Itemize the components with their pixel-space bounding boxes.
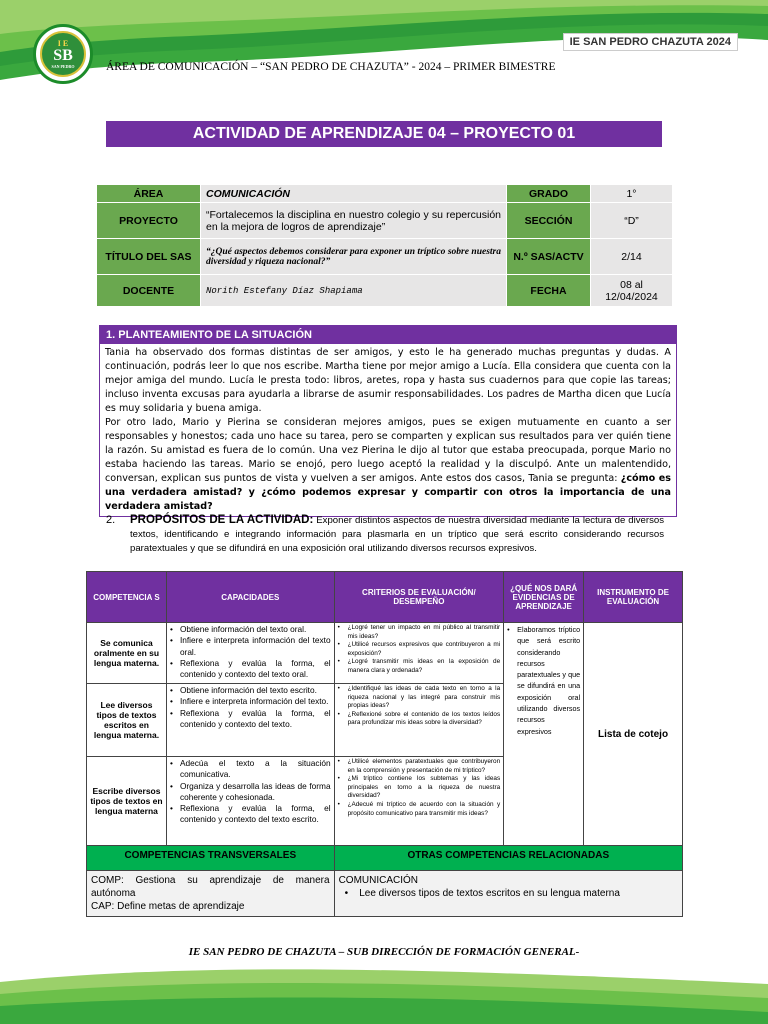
list-item: • Reflexiona y evalúa la forma, el contenido y contexto del texto. — [170, 708, 331, 731]
titulo-value: “¿Qué aspectos debemos considerar para exponer un tríptico sobre nuestra diversidad y riqueza nacional?” — [201, 239, 507, 275]
school-logo: I E SB SAN PEDRO — [33, 24, 93, 84]
header-criterios: CRITERIOS DE EVALUACIÓN/ DESEMPEÑO — [334, 572, 504, 623]
school-tag: IE SAN PEDRO CHAZUTA 2024 — [563, 33, 738, 51]
list-item: • ¿Logré tener un impacto en mi público al transmitir mis ideas? — [338, 624, 501, 641]
nsas-value: 2/14 — [591, 239, 673, 275]
seccion-value: “D” — [591, 203, 673, 239]
titulo-label: TÍTULO DEL SAS — [97, 239, 201, 275]
footer-banner — [0, 960, 768, 1024]
otras-title: COMUNICACIÓN — [338, 875, 419, 886]
purpose-number: 2. — [106, 514, 116, 526]
transversales-header: COMPETENCIAS TRANSVERSALES — [87, 846, 335, 871]
otras-header: OTRAS COMPETENCIAS RELACIONADAS — [334, 846, 682, 871]
activity-title: ACTIVIDAD DE APRENDIZAJE 04 – PROYECTO 01 — [106, 121, 662, 147]
purpose-section — [108, 513, 664, 556]
list-item: • Reflexiona y evalúa la forma, el contenido y contexto del texto oral. — [170, 658, 331, 681]
list-item: • Obtiene información del texto escrito. — [170, 685, 331, 696]
transversal-cap: CAP: Define metas de aprendizaje — [91, 901, 245, 912]
list-item: • ¿Utilicé elementos paratextuales que contribuyeron en la comprensión y presentación de mi tríptico? — [338, 758, 501, 775]
competencia-escribe: Escribe diversos tipos de textos en lengua materna — [87, 757, 167, 846]
area-value: COMUNICACIÓN — [201, 185, 507, 203]
grado-label: GRADO — [507, 185, 591, 203]
list-item: • Infiere e interpreta información del texto oral. — [170, 635, 331, 658]
list-item: • ¿Identifiqué las ideas de cada texto en torno a la riqueza nacional y las integré para construir mis propias ideas? — [338, 685, 501, 711]
area-label: ÁREA — [97, 185, 201, 203]
competencia-lee: Lee diversos tipos de textos escritos en lengua materna. — [87, 684, 167, 757]
docente-value: Norith Estefany Díaz Shapiama — [201, 275, 507, 307]
list-item: • Infiere e interpreta información del texto. — [170, 696, 331, 707]
proyecto-value: “Fortalecemos la disciplina en nuestro colegio y su repercusión en la mejora de logros de aprendizaje” — [201, 203, 507, 239]
competencia-oral: Se comunica oralmente en su lengua materna. — [87, 623, 167, 684]
situation-paragraph-1: Tania ha observado dos formas distintas de ser amigos, y esto le ha generado muchas preguntas y dudas. A continuación, podrás leer lo que nos escribe. Martha tiene por mejor amigo a Lucía. Ella considera que cuenta con la mejor amiga del mundo. Lucía le presta todo: libros, aretes, ropa y hasta sus cuadernos para que copie las tareas; incluso inventa excusas para ayudarla a librarse de asumir responsabilidades. Los padres de Martha dicen que Lucía es muy solidaria y buena amiga. — [105, 347, 671, 414]
header-competencias: COMPETENCIA S — [87, 572, 167, 623]
situation-paragraph-2: Por otro lado, Mario y Pierina se consideran mejores amigos, pues se exigen mutuamente en cuanto a ser responsables y honestos; cada uno hace su tarea, pero se comparten y explican sus resultados para ver quién tiene la razón. Su amistad es fuera de lo común. Una vez Pierina le dijo al tutor que estaba preocupada, porque Mario no estaba haciendo las tareas. Mario se enojó, pero luego aceptó la realidad y la disculpó. Ante un malentendido, conversan, explican sus puntos de vista y vuelven a ser amigos. Ante estos dos casos, Tania se pregunta: ¿cómo es una verdadera amistad? y ¿cómo podemos expresar y compartir con otros la importancia de una verdadera amistad? — [105, 417, 671, 512]
table-row — [87, 623, 683, 684]
docente-label: DOCENTE — [97, 275, 201, 307]
list-item: • Reflexiona y evalúa la forma, el contenido y contexto del texto escrito. — [170, 803, 331, 826]
instrument-text: Lista de cotejo — [584, 623, 683, 846]
area-line: ÁREA DE COMUNICACIÓN – “SAN PEDRO DE CHAZUTA” - 2024 – PRIMER BIMESTRE — [106, 61, 556, 73]
fecha-label: FECHA — [507, 275, 591, 307]
footer-text: IE SAN PEDRO DE CHAZUTA – SUB DIRECCIÓN DE FORMACIÓN GENERAL- — [188, 946, 580, 958]
purpose-text: Exponer distintos aspectos de nuestra diversidad mediante la lectura de diversos textos, identificando e integrando información para plasmarla en un tríptico que será escrito considerando recursos paratextuales y que se difundirá en una exposición oral utilizando diversos recursos expresivos. — [130, 515, 664, 554]
competencias-table — [86, 571, 683, 917]
seccion-label: SECCIÓN — [507, 203, 591, 239]
list-item: • ¿Logré transmitir mis ideas en la exposición de manera clara y ordenada? — [338, 658, 501, 675]
situation-heading: 1. PLANTEAMIENTO DE LA SITUACIÓN — [100, 326, 676, 344]
nsas-label: N.º SAS/ACTV — [507, 239, 591, 275]
list-item: • ¿Mi tríptico contiene los subtemas y las ideas principales en torno a la riqueza de nuestra diversidad? — [338, 775, 501, 801]
list-item: • Organiza y desarrolla las ideas de forma coherente y cohesionada. — [170, 781, 331, 804]
list-item: • Obtiene información del texto oral. — [170, 624, 331, 635]
purpose-heading: PROPÓSITOS DE LA ACTIVIDAD: — [130, 514, 314, 526]
situation-section — [99, 325, 677, 517]
transversal-comp: COMP: Gestiona su aprendizaje de manera autónoma — [91, 875, 330, 899]
proyecto-label: PROYECTO — [97, 203, 201, 239]
list-item: • Adecúa el texto a la situación comunicativa. — [170, 758, 331, 781]
header-instrumento: INSTRUMENTO DE EVALUACIÓN — [584, 572, 683, 623]
fecha-value: 08 al 12/04/2024 — [591, 275, 673, 307]
list-item: • ¿Adecué mi tríptico de acuerdo con la situación y propósito comunicativo para transmitir mis ideas? — [338, 801, 501, 818]
situation-body — [100, 344, 676, 516]
otras-item: • Lee diversos tipos de textos escritos en su lengua materna — [344, 888, 620, 899]
header-evidencias: ¿QUÉ NOS DARÁ EVIDENCIAS DE APRENDIZAJE — [504, 572, 584, 623]
evidence-text: • Elaboramos tríptico que será escrito considerando recursos paratextuales y que se difundirá en una exposición oral utilizando diversos recursos expresivos — [507, 624, 580, 737]
grado-value: 1° — [591, 185, 673, 203]
info-table — [96, 184, 673, 307]
list-item: • ¿Utilicé recursos expresivos que contribuyeron a mi exposición? — [338, 641, 501, 658]
header-capacidades: CAPACIDADES — [166, 572, 334, 623]
list-item: • ¿Reflexioné sobre el contenido de los textos leídos para profundizar mis ideas sobre la diversidad? — [338, 711, 501, 728]
